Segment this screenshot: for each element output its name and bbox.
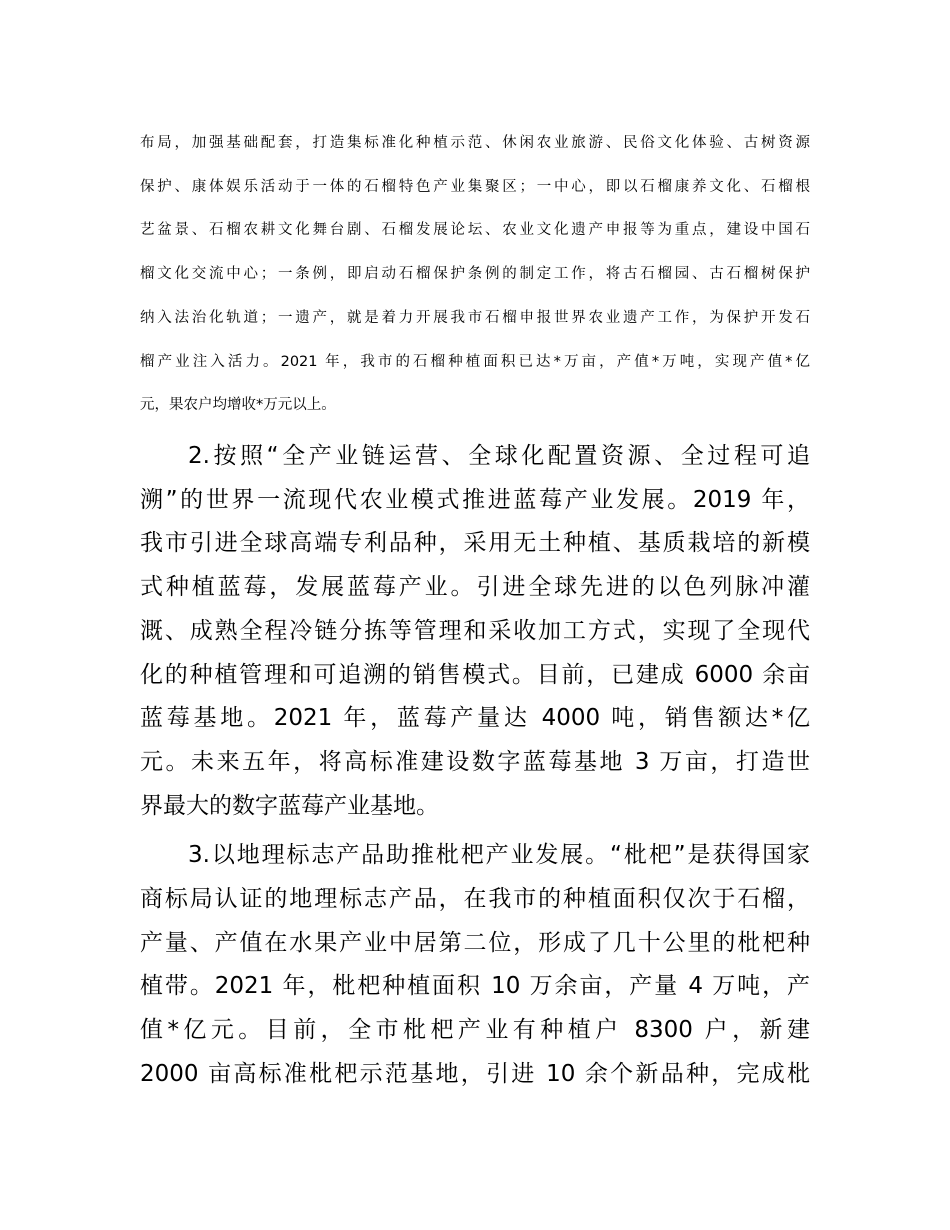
paragraph-1-line: 榴文化交流中心；一条例，即启动石榴保护条例的制定工作，将古石榴园、古石榴树保护 xyxy=(140,266,810,282)
paragraph-2-line: 2.按照“全产业链运营、全球化配置资源、全过程可追 xyxy=(188,443,810,469)
paragraph-3-line: 2000 亩高标准枇杷示范基地，引进 10 余个新品种，完成枇 xyxy=(140,1061,810,1087)
paragraph-2-line: 元。未来五年，将高标准建设数字蓝莓基地 3 万亩，打造世 xyxy=(140,749,810,775)
paragraph-2-line: 溯”的世界一流现代农业模式推进蓝莓产业发展。2019 年， xyxy=(140,487,810,513)
paragraph-3-line: 值*亿元。目前，全市枇杷产业有种植户 8300 户，新建 xyxy=(140,1017,810,1043)
paragraph-2-line: 式种植蓝莓，发展蓝莓产业。引进全球先进的以色列脉冲灌 xyxy=(140,574,810,600)
paragraph-3-line: 商标局认证的地理标志产品，在我市的种植面积仅次于石榴， xyxy=(140,886,810,912)
paragraph-1-line: 保护、康体娱乐活动于一体的石榴特色产业集聚区；一中心，即以石榴康养文化、石榴根 xyxy=(140,179,810,195)
paragraph-1-line: 布局，加强基础配套，打造集标准化种植示范、休闲农业旅游、民俗文化体验、古树资源 xyxy=(140,135,810,151)
paragraph-1-line: 元，果农户均增收*万元以上。 xyxy=(140,397,336,413)
paragraph-3-line: 产量、产值在水果产业中居第二位，形成了几十公里的枇杷种 xyxy=(140,930,810,956)
paragraph-2-line: 化的种植管理和可追溯的销售模式。目前，已建成 6000 余亩 xyxy=(140,662,810,688)
paragraph-3-line: 植带。2021 年，枇杷种植面积 10 万余亩，产量 4 万吨，产 xyxy=(140,973,810,999)
paragraph-2-line: 溉、成熟全程冷链分拣等管理和采收加工方式，实现了全现代 xyxy=(140,618,810,644)
paragraph-2-line: 界最大的数字蓝莓产业基地。 xyxy=(140,793,439,819)
paragraph-3-line: 3.以地理标志产品助推枇杷产业发展。“枇杷”是获得国家 xyxy=(188,842,810,868)
paragraph-2-line: 蓝莓基地。2021 年，蓝莓产量达 4000 吨，销售额达*亿 xyxy=(140,705,810,731)
paragraph-1-line: 榴产业注入活力。2021 年，我市的石榴种植面积已达*万亩，产值*万吨，实现产值*亿 xyxy=(140,354,810,370)
paragraph-1-line: 纳入法治化轨道；一遗产，就是着力开展我市石榴申报世界农业遗产工作，为保护开发石 xyxy=(140,310,810,326)
paragraph-2-line: 我市引进全球高端专利品种，采用无土种植、基质栽培的新模 xyxy=(140,530,810,556)
paragraph-1-line: 艺盆景、石榴农耕文化舞台剧、石榴发展论坛、农业文化遗产申报等为重点，建设中国石 xyxy=(140,222,810,238)
